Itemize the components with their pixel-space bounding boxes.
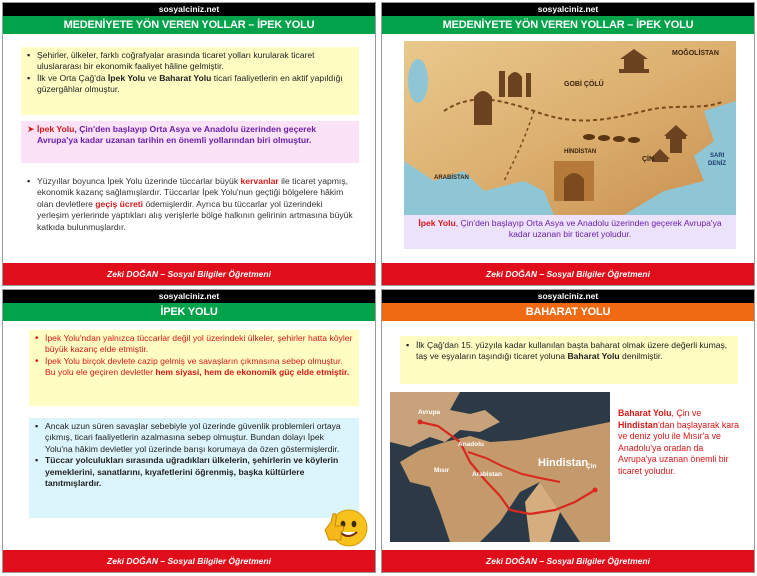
effects-bullets xyxy=(29,330,359,406)
silk-road-map xyxy=(404,41,736,215)
site-header: sosyalciniz.net xyxy=(3,290,375,303)
bullet-item: ▪ Yüzyıllar boyunca İpek Yolu üzerinde tüccarlar büyük kervanlar ile ticaret yapmış, ekonomik kazanç sağlamışlardır. Tüccarlar İpek Yolu'nun geçtiği bölgelere hâkim olan devletlere geçiş ücreti ödemişlerdir. Ayrıca bu tüccarlar yol üzerindeki yerleşim yerlerinde yaptıkları alış verişlerle bölge halkının gelirinin artmasına büyük katkıda bulunmuşlardır. xyxy=(27,176,353,233)
map-label: GOBİ ÇÖLÜ xyxy=(564,81,604,88)
map-label: Mısır xyxy=(434,467,450,474)
map-caption: İpek Yolu, Çin'den başlayıp Orta Asya ve Anadolu üzerinden geçerek Avrupa'ya kadar uzanan bir ticaret yoludur. xyxy=(404,215,736,249)
site-header: sosyalciniz.net xyxy=(3,3,375,16)
map-label: Hindistan xyxy=(538,457,589,469)
map-label: Avrupa xyxy=(418,409,441,416)
slide-title: BAHARAT YOLU xyxy=(382,303,754,321)
slide-ipek-yolu-map xyxy=(381,2,755,286)
bullet-item: ▪ Ancak uzun süren savaşlar sebebiyle yol üzerinde güvenlik problemleri ortaya çıkmış, ticari faaliyetlerin azalmasına sebep olmuştur. Bundan dolayı İpek Yolu'na hâkim devletler yol üzerinde barışı korumaya da özen göstermişlerdir. xyxy=(35,421,353,455)
baharat-intro xyxy=(400,336,738,384)
spice-route-map xyxy=(390,392,610,542)
site-header: sosyalciniz.net xyxy=(382,290,754,303)
bullet-item: ▪ İlk ve Orta Çağ'da İpek Yolu ve Baharat Yolu ticari faaliyetlerin en aktif yapıldığı güzergâhlar olmuştur. xyxy=(27,73,353,96)
map-label: MOĞOLİSTAN xyxy=(672,50,719,57)
bullet-item: ▪ Tüccar yolculukları sırasında uğradıkları ülkelerin, şehirlerin ve köylerin yemeklerini, sanatlarını, kıyafetlerini öğrenmiş, başka kültürlere tanıtmışlardır. xyxy=(35,455,353,489)
slide-baharat-yolu xyxy=(381,289,755,573)
intro-bullets xyxy=(21,47,359,115)
baharat-description: Baharat Yolu, Çin ve Hindistan'dan başlayarak kara ve deniz yolu ile Mısır'a ve Anadolu'ya oradan da Avrupa'ya uzanan önemli bir ticaret yoludur. xyxy=(618,408,739,476)
definition-box xyxy=(21,121,359,163)
site-header: sosyalciniz.net xyxy=(382,3,754,16)
bullet-item: ▪ İlk Çağ'dan 15. yüzyıla kadar kullanılan başta baharat olmak üzere değerli kumaş, taş ve eşyaların taşındığı ticaret yoluna Baharat Yolu denilmiştir. xyxy=(406,340,732,363)
thumbs-up-smiley-icon xyxy=(321,504,371,550)
slide-title: MEDENİYETE YÖN VEREN YOLLAR – İPEK YOLU xyxy=(3,16,375,34)
bullet-item: • İpek Yolu'ndan yalnızca tüccarlar değil yol üzerindeki ülkeler, şehirler hatta köyler büyük kazanç elde etmiştir. xyxy=(35,333,353,356)
slide-title: İPEK YOLU xyxy=(3,303,375,321)
slide-ipek-yolu-intro xyxy=(2,2,376,286)
slide-footer: Zeki DOĞAN – Sosyal Bilgiler Öğretmeni xyxy=(382,550,754,572)
map-label: DENİZ xyxy=(708,161,726,167)
map-label: SARI xyxy=(710,153,725,159)
slide-ipek-yolu-effects xyxy=(2,289,376,573)
slide-footer: Zeki DOĞAN – Sosyal Bilgiler Öğretmeni xyxy=(3,550,375,572)
map-label: Çin xyxy=(586,463,597,470)
definition-item: ➤ İpek Yolu, Çin'den başlayıp Orta Asya ve Anadolu üzerinden geçerek Avrupa'ya kadar uzanan tarihin en önemli yollarından biri olmuştur. xyxy=(27,124,353,147)
slide-footer: Zeki DOĞAN – Sosyal Bilgiler Öğretmeni xyxy=(3,263,375,285)
bullet-item: ▪ Şehirler, ülkeler, farklı coğrafyalar arasında ticaret yolları kurularak ticaret uluslararası bir ekonomik faaliyet hâline gelmiştir. xyxy=(27,50,353,73)
bullet-item: • İpek Yolu birçok devlete cazip gelmiş ve savaşların çıkmasına sebep olmuştur. Bu yolu ele geçiren devletler hem siyasi, hem de ekonomik güç elde etmiştir. xyxy=(35,356,353,379)
slide-title: MEDENİYETE YÖN VEREN YOLLAR – İPEK YOLU xyxy=(382,16,754,34)
map-label: ÇİN xyxy=(642,156,655,163)
map-label: Arabistan xyxy=(472,471,502,478)
map-label: ARABİSTAN xyxy=(434,175,469,181)
merchant-paragraph xyxy=(21,173,359,257)
map-label: Anadolu xyxy=(458,441,484,448)
map-label: HİNDİSTAN xyxy=(564,149,597,155)
culture-bullets xyxy=(29,418,359,518)
slide-footer: Zeki DOĞAN – Sosyal Bilgiler Öğretmeni xyxy=(382,263,754,285)
